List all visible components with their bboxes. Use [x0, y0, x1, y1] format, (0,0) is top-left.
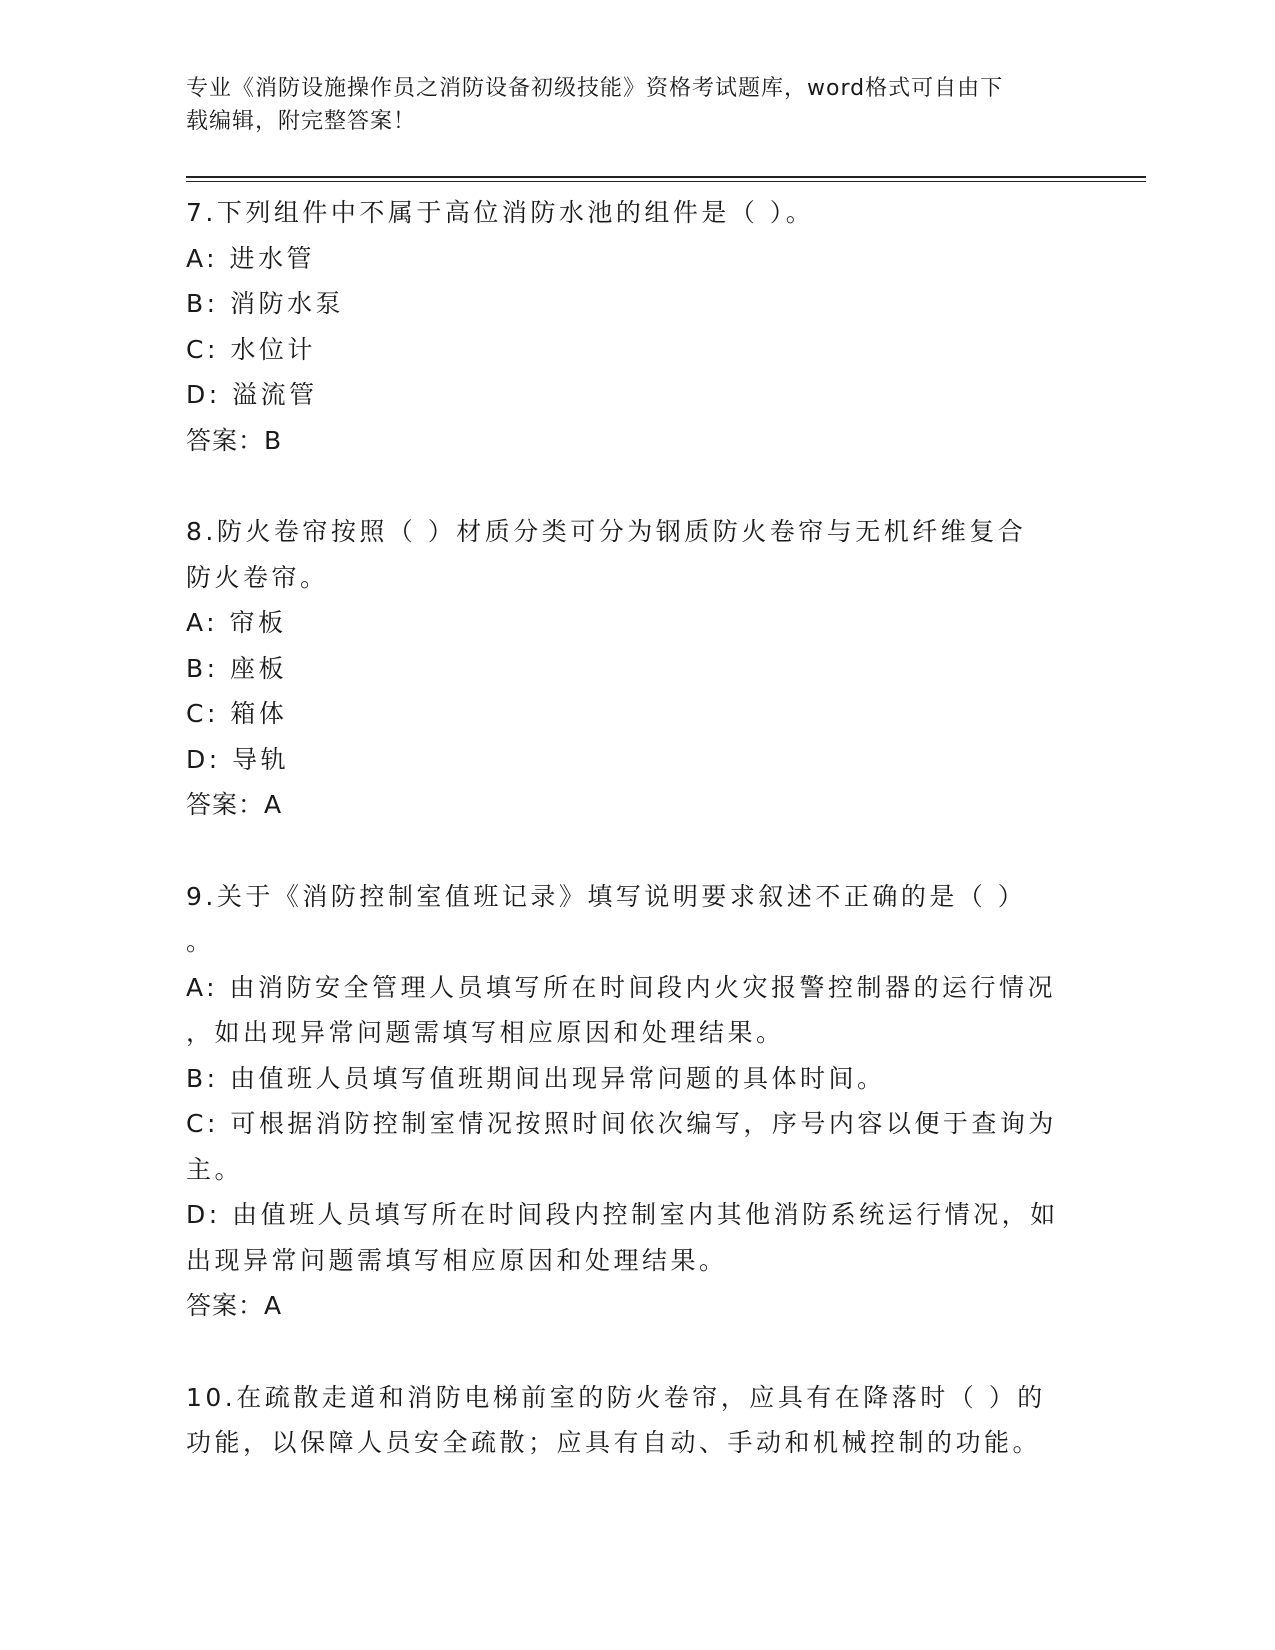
answer-label: 答案：B [186, 425, 283, 455]
option-b: B: 消防水泵 [186, 289, 345, 318]
question-9 [186, 874, 1086, 1329]
option-d: D: 溢流管 [186, 380, 318, 409]
question-stem: 8.防火卷帘按照（ ）材质分类可分为钢质防火卷帘与无机纤维复合 [186, 517, 1027, 546]
question-stem: 7.下列组件中不属于高位消防水池的组件是（ ）。 [186, 198, 815, 227]
option-a: A: 帘板 [186, 608, 287, 637]
document-header [186, 72, 1066, 138]
option-c: C: 可根据消防控制室情况按照时间依次编写，序号内容以便于查询为 [186, 1109, 1057, 1138]
option-a-continued: ，如出现异常问题需填写相应原因和处理结果。 [186, 1018, 785, 1047]
question-stem-continued: 防火卷帘。 [186, 562, 329, 592]
option-c: C: 箱体 [186, 699, 288, 728]
option-d: D: 由值班人员填写所在时间段内控制室内其他消防系统运行情况，如 [186, 1200, 1059, 1229]
option-b: B: 由值班人员填写值班期间出现异常问题的具体时间。 [186, 1063, 886, 1093]
question-list [186, 190, 1086, 1512]
question-stem: 9.关于《消防控制室值班记录》填写说明要求叙述不正确的是（ ） [186, 881, 1027, 911]
header-divider-thin [186, 181, 1146, 182]
option-c-continued: 主。 [186, 1154, 244, 1184]
question-8 [186, 509, 1086, 828]
question-7 [186, 190, 1086, 463]
question-stem-continued: 。 [186, 927, 215, 956]
answer-label: 答案：A [186, 790, 283, 819]
header-divider-thick [186, 176, 1146, 178]
header-line-1: 专业《消防设施操作员之消防设备初级技能》资格考试题库，word格式可自由下 [186, 76, 1004, 101]
question-10 [186, 1375, 1086, 1466]
option-d-continued: 出现异常问题需填写相应原因和处理结果。 [186, 1245, 728, 1275]
option-d: D: 导轨 [186, 744, 290, 774]
option-a: A: 进水管 [186, 243, 316, 273]
option-b: B: 座板 [186, 653, 288, 683]
question-stem-continued: 功能，以保障人员安全疏散；应具有自动、手动和机械控制的功能。 [186, 1428, 1042, 1457]
question-stem: 10.在疏散走道和消防电梯前室的防火卷帘，应具有在降落时（ ）的 [186, 1382, 1046, 1412]
option-a: A: 由消防安全管理人员填写所在时间段内火灾报警控制器的运行情况 [186, 972, 1057, 1002]
answer-label: 答案：A [186, 1291, 283, 1320]
header-line-2: 载编辑，附完整答案！ [186, 109, 417, 134]
option-c: C: 水位计 [186, 334, 316, 364]
